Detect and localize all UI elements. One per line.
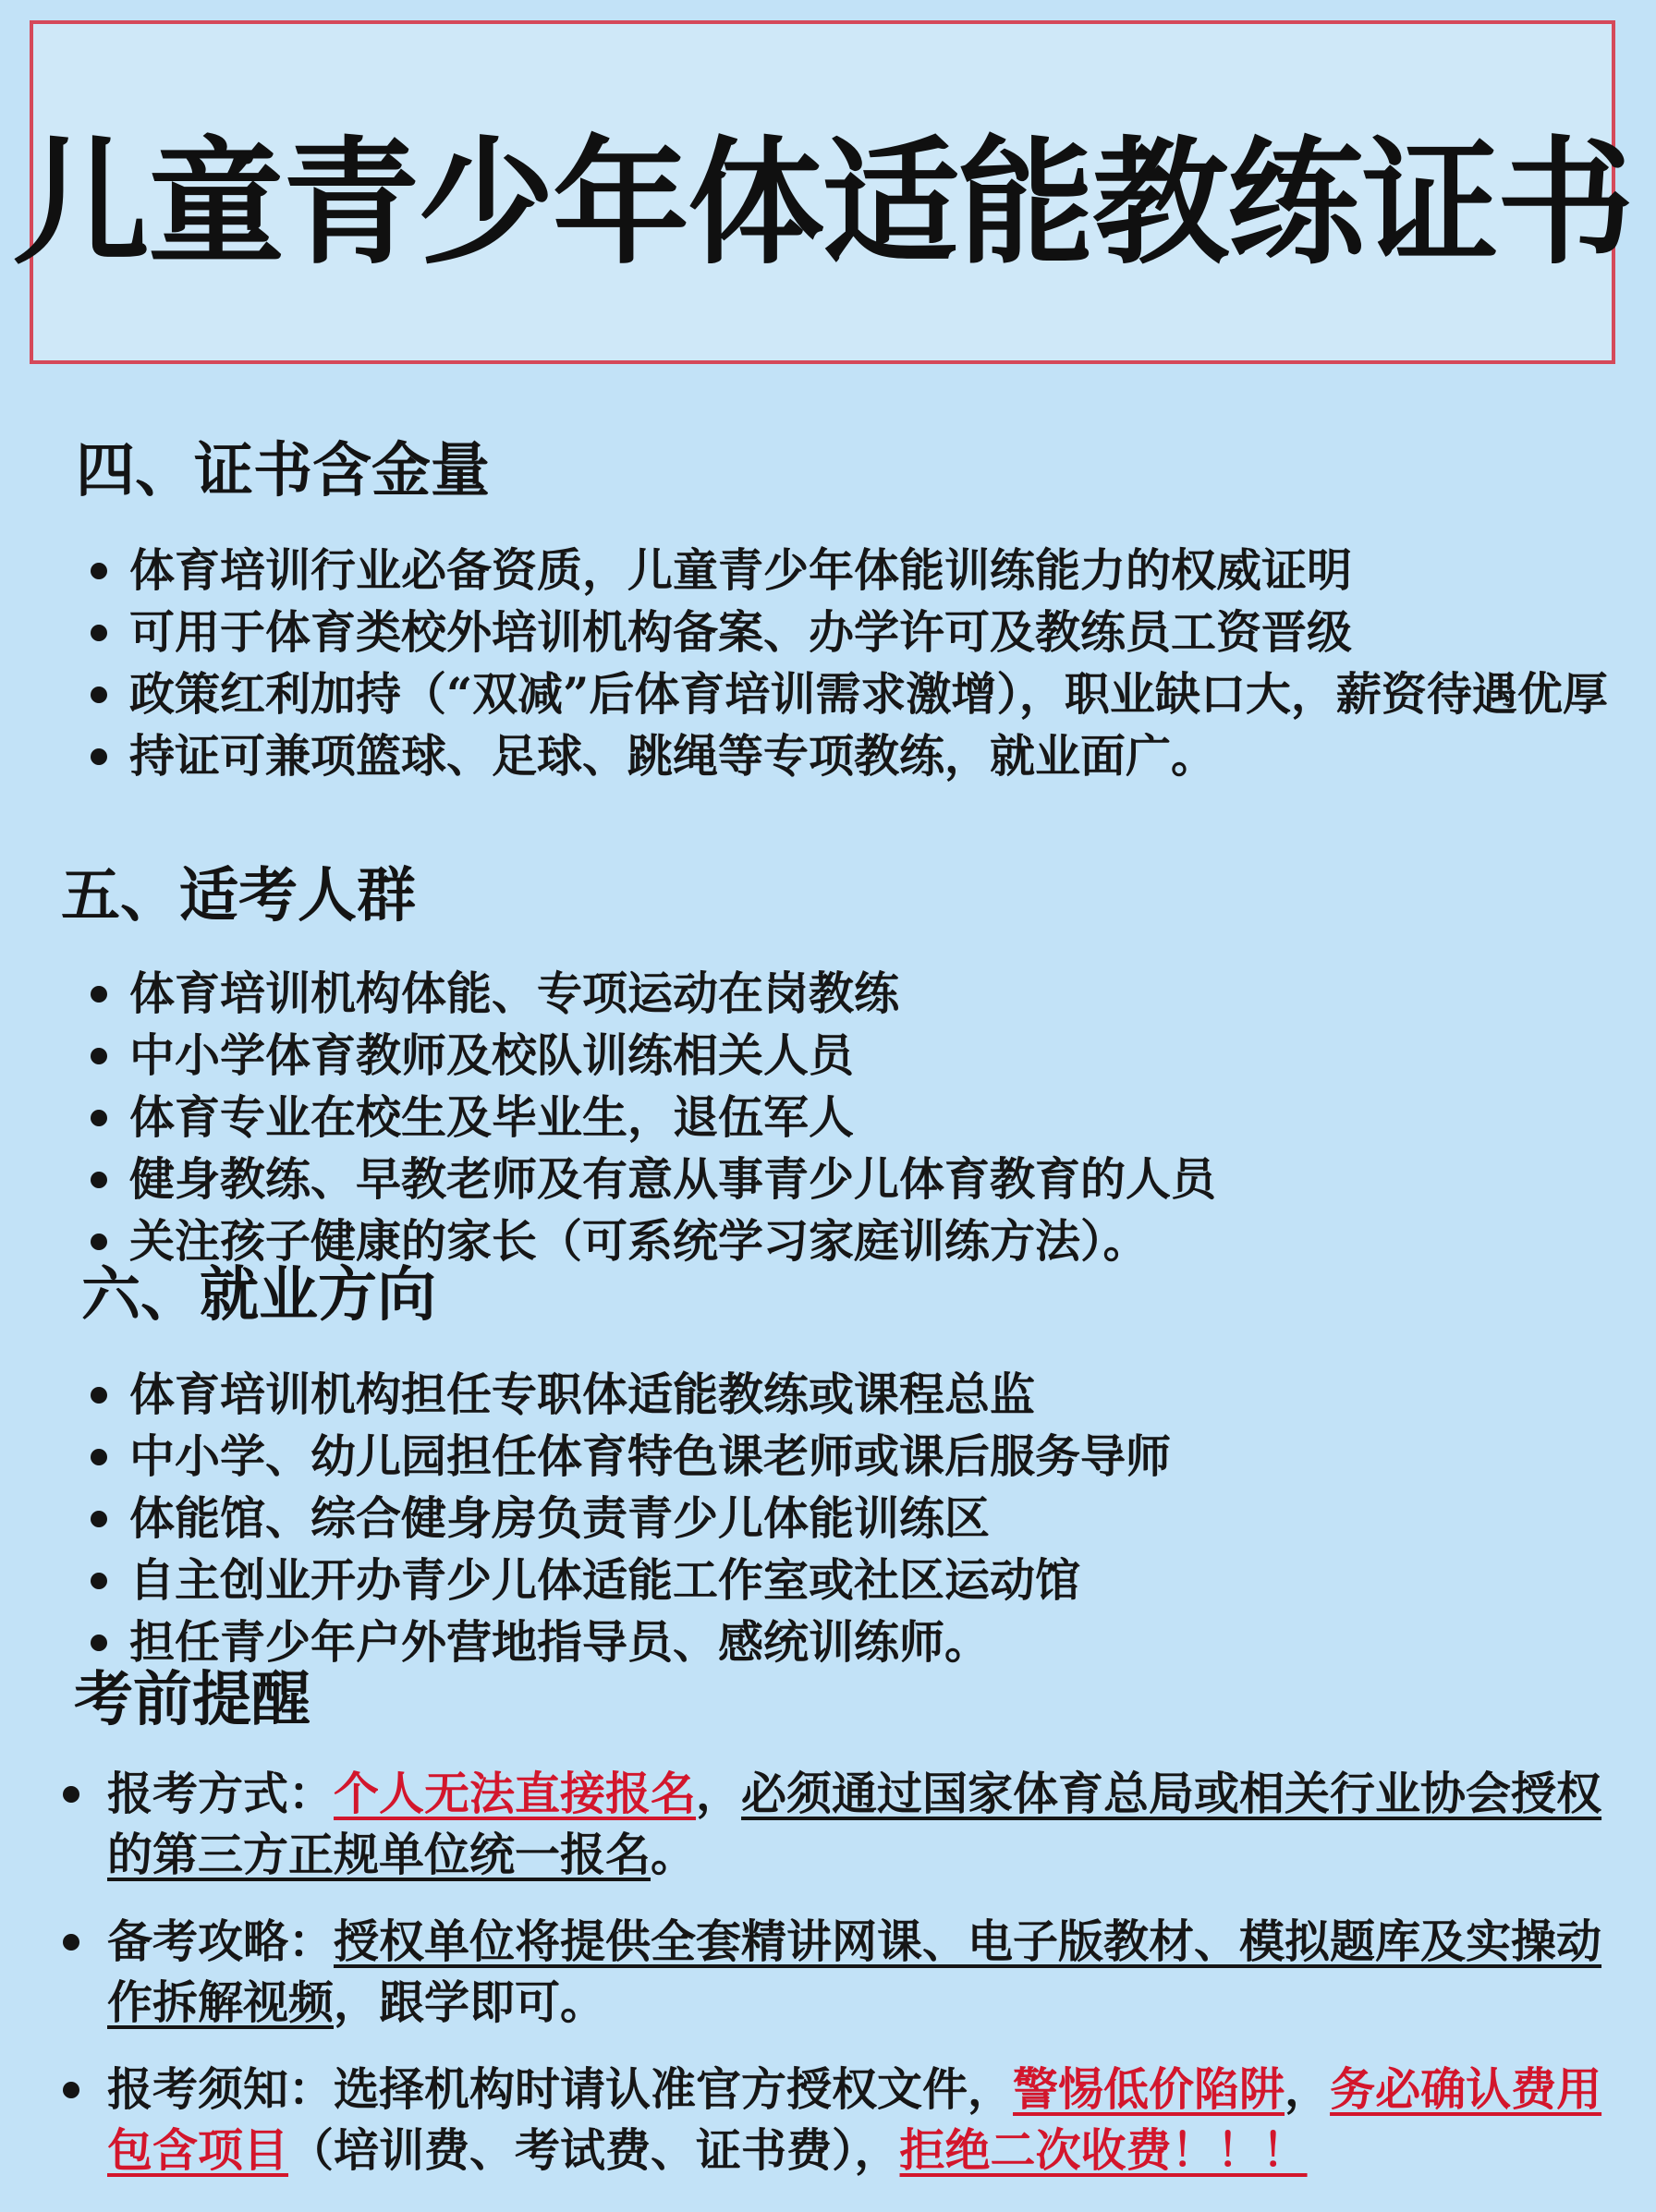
notice-warning-low-price: 警惕低价陷阱 xyxy=(1013,2062,1285,2116)
list-item: 持证可兼项篮球、足球、跳绳等专项教练，就业面广。 xyxy=(83,725,1608,787)
list-item: 关注孩子健康的家长（可系统学习家庭训练方法）。 xyxy=(83,1210,1216,1272)
career-direction-list xyxy=(83,1364,1171,1673)
target-audience-list xyxy=(83,963,1216,1272)
certificate-value-list xyxy=(83,540,1608,787)
reminder-item-study xyxy=(57,1911,1619,2033)
study-label: 备考攻略： xyxy=(107,1914,335,1968)
list-item: 体育专业在校生及毕业生，退伍军人 xyxy=(83,1087,1216,1149)
notice-fees-detail: （培训费、考试费、证书费）， xyxy=(288,2123,900,2177)
notice-text: 选择机构时请认准官方授权文件， xyxy=(334,2062,1014,2116)
exam-reminder-list xyxy=(57,1763,1619,2206)
list-item: 政策红利加持（“双减”后体育培训需求激增），职业缺口大，薪资待遇优厚 xyxy=(83,663,1608,725)
list-item: 健身教练、早教老师及有意从事青少儿体育教育的人员 xyxy=(83,1149,1216,1210)
notice-label: 报考须知： xyxy=(107,2062,335,2116)
study-resources: 授权单位将提供全套精讲网课、电子版教材、模拟题库及实操动作拆解视频 xyxy=(107,1914,1602,2029)
section-heading-certificate-value: 四、证书含金量 xyxy=(76,436,490,505)
list-item: 体能馆、综合健身房负责青少儿体能训练区 xyxy=(83,1488,1171,1550)
notice-warning-no-double-charge: 拒绝二次收费！！！ xyxy=(899,2123,1308,2177)
list-item: 可用于体育类校外培训机构备案、办学许可及教练员工资晋级 xyxy=(83,602,1608,663)
section-heading-target-audience: 五、适考人群 xyxy=(61,861,416,930)
list-item: 自主创业开办青少儿体适能工作室或社区运动馆 xyxy=(83,1550,1171,1611)
study-end: ，跟学即可。 xyxy=(334,1975,606,2029)
section-heading-career-direction: 六、就业方向 xyxy=(81,1260,436,1330)
registration-warning: 个人无法直接报名 xyxy=(334,1767,697,1820)
registration-label: 报考方式： xyxy=(107,1767,335,1820)
list-item: 体育培训行业必备资质，儿童青少年体能训练能力的权威证明 xyxy=(83,540,1608,602)
list-item: 担任青少年户外营地指导员、感统训练师。 xyxy=(83,1611,1171,1673)
title-box xyxy=(13,20,1632,364)
registration-requirement: 必须通过国家体育总局或相关行业协会授权的第三方正规单位统一报名 xyxy=(107,1767,1602,1881)
section-heading-exam-reminder: 考前提醒 xyxy=(74,1665,310,1734)
reminder-item-registration xyxy=(57,1763,1619,1885)
registration-comma: ， xyxy=(696,1767,742,1820)
notice-warning-confirm-fees: 务必确认费用包含项目 xyxy=(107,2062,1602,2177)
reminder-item-notice xyxy=(57,2059,1619,2181)
notice-comma: ， xyxy=(1285,2062,1331,2116)
list-item: 体育培训机构体能、专项运动在岗教练 xyxy=(83,963,1216,1025)
page-title: 儿童青少年体适能教练证书 xyxy=(13,124,1632,283)
list-item: 中小学、幼儿园担任体育特色课老师或课后服务导师 xyxy=(83,1426,1171,1488)
list-item: 中小学体育教师及校队训练相关人员 xyxy=(83,1025,1216,1087)
list-item: 体育培训机构担任专职体适能教练或课程总监 xyxy=(83,1364,1171,1426)
registration-end: 。 xyxy=(651,1828,697,1881)
